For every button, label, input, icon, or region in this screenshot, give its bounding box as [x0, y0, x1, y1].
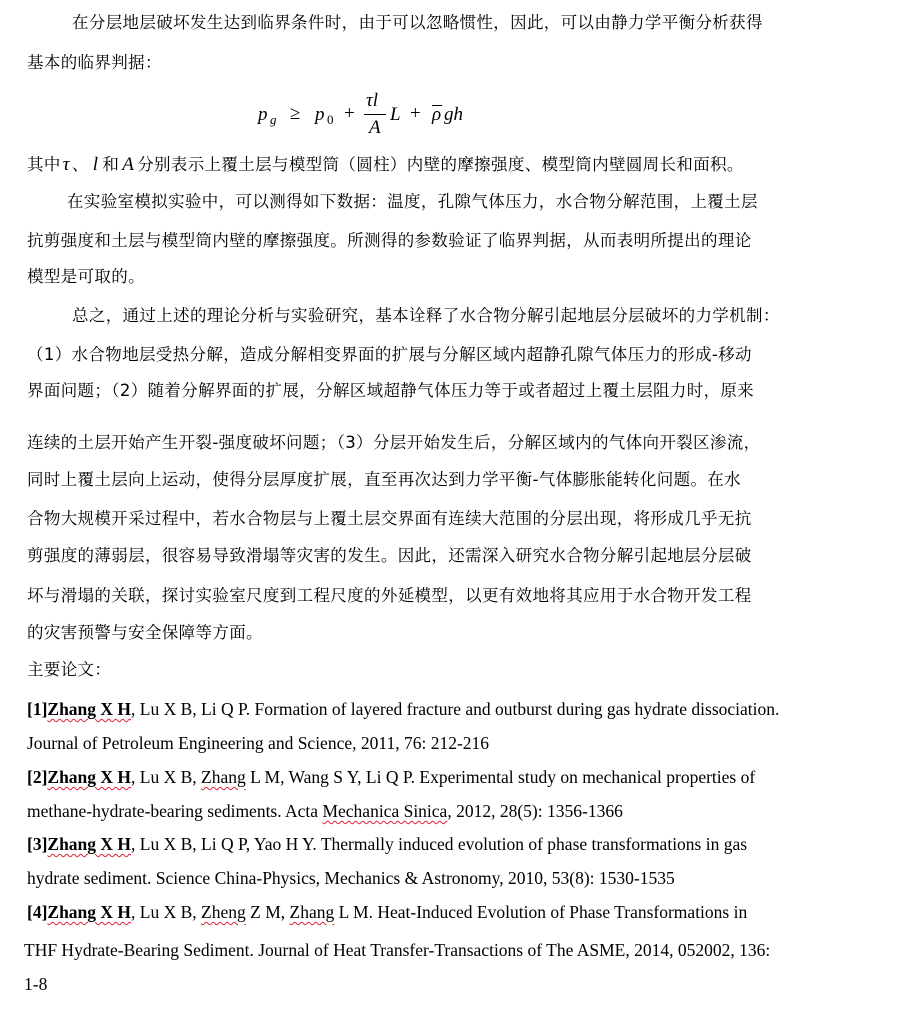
para4-line4: 连续的土层开始产生开裂-强度破坏问题；（3）分层开始发生后，分解区域内的气体向开裂区渗流， [27, 433, 761, 452]
para3-line2: 抗剪强度和土层与模型筒内壁的摩擦强度。所测得的参数验证了临界判据，从而表明所提出的理论 [27, 231, 752, 250]
ref3-author: Zhang X H [47, 834, 132, 854]
ref3-number: [3] [27, 834, 48, 854]
para4-line3: 界面问题；（2）随着分解界面的扩展，分解区域超静气体压力等于或者超过上覆土层阻力时，原来 [27, 381, 755, 400]
ref1-number: [1] [27, 699, 48, 719]
ref2-author: Zhang X H [47, 767, 132, 787]
eq-sub-g: g [270, 112, 277, 127]
eq-gh: gh [444, 104, 463, 125]
reference-4-line1: [4]Zhang X H, Lu X B, Zheng Z M, Zhang L M. Heat-Induced Evolution of Phase Transformations in [27, 902, 748, 922]
eq-denominator: A [369, 117, 381, 138]
eq-numerator: τl [366, 90, 379, 111]
para1-line2: 基本的临界判据： [27, 53, 162, 72]
para4-line2: （1）水合物地层受热分解，造成分解相变界面的扩展与分解区域内超静孔隙气体压力的形成-移动 [27, 345, 752, 364]
fraction-bar [364, 114, 386, 115]
papers-heading: 主要论文： [27, 660, 112, 679]
para4-line5: 同时上覆土层向上运动，使得分层厚度扩展，直至再次达到力学平衡-气体膨胀能转化问题。在水 [27, 470, 742, 489]
reference-1-line2: Journal of Petroleum Engineering and Science, 2011, 76: 212-216 [27, 733, 490, 753]
eq-geq: ≥ [290, 103, 301, 124]
reference-2-line2: methane-hydrate-bearing sediments. Acta Mechanica Sinica, 2012, 28(5): 1356-1366 [27, 801, 623, 821]
para3-line3: 模型是可取的。 [27, 267, 145, 286]
para1-line1: 在分层地层破坏发生达到临界条件时，由于可以忽略惯性，因此，可以由静力学平衡分析获得 [72, 13, 763, 32]
para2-text-d: 分别表示上覆土层与模型筒（圆柱）内壁的摩擦强度、模型筒内壁圆周长和面积。 [137, 155, 744, 174]
para3-line1: 在实验室模拟实验中，可以测得如下数据：温度，孔隙气体压力，水合物分解范围，上覆土层 [67, 192, 758, 211]
reference-2-line1: [2]Zhang X H, Lu X B, Zhang L M, Wang S Y, Li Q P. Experimental study on mechanical properties of [27, 767, 756, 787]
para2-text-b: 、 [71, 155, 89, 174]
para2-text-a: 其中 [27, 155, 61, 174]
reference-3-line1: [3]Zhang X H, Lu X B, Li Q P, Yao H Y. Thermally induced evolution of phase transformations in gas [27, 834, 748, 854]
reference-4-line2: THF Hydrate-Bearing Sediment. Journal of Heat Transfer-Transactions of The ASME, 2014, 052002, 136: [24, 940, 771, 960]
critical-criterion-equation [258, 90, 488, 140]
ref1-author: Zhang X H [47, 699, 132, 719]
reference-1-line1: [1]Zhang X H, Lu X B, Li Q P. Formation of layered fracture and outburst during gas hydrate dissociation. [27, 699, 780, 719]
para4-line9: 的灾害预警与安全保障等方面。 [27, 623, 263, 642]
eq-rho: ρ [432, 104, 442, 125]
para2-line [27, 155, 744, 175]
symbol-tau: τ [62, 154, 70, 175]
ref2-number: [2] [27, 767, 48, 787]
eq-sub-0: 0 [327, 112, 334, 127]
para2-text-c: 和 [102, 155, 120, 174]
eq-p: p [258, 104, 268, 125]
reference-4-line3: 1-8 [24, 974, 48, 994]
eq-p0: p [315, 104, 325, 125]
ref4-number: [4] [27, 902, 48, 922]
reference-3-line2: hydrate sediment. Science China-Physics, Mechanics & Astronomy, 2010, 53(8): 1530-1535 [27, 868, 675, 888]
symbol-A: A [122, 154, 135, 175]
eq-L: L [390, 104, 401, 125]
para4-line6: 合物大规模开采过程中，若水合物层与上覆土层交界面有连续大范围的分层出现，将形成几乎无抗 [27, 509, 752, 528]
para4-line8: 坏与滑塌的关联，探讨实验室尺度到工程尺度的外延模型，以更有效地将其应用于水合物开发工程 [27, 586, 752, 605]
symbol-l: l [92, 154, 99, 175]
para4-line7: 剪强度的薄弱层，很容易导致滑塌等灾害的发生。因此，还需深入研究水合物分解引起地层分层破 [27, 546, 752, 565]
eq-plus1: + [344, 103, 355, 124]
ref4-author: Zhang X H [47, 902, 132, 922]
para4-line1: 总之，通过上述的理论分析与实验研究，基本诠释了水合物分解引起地层分层破坏的力学机制： [72, 306, 780, 325]
eq-plus2: + [410, 103, 421, 124]
